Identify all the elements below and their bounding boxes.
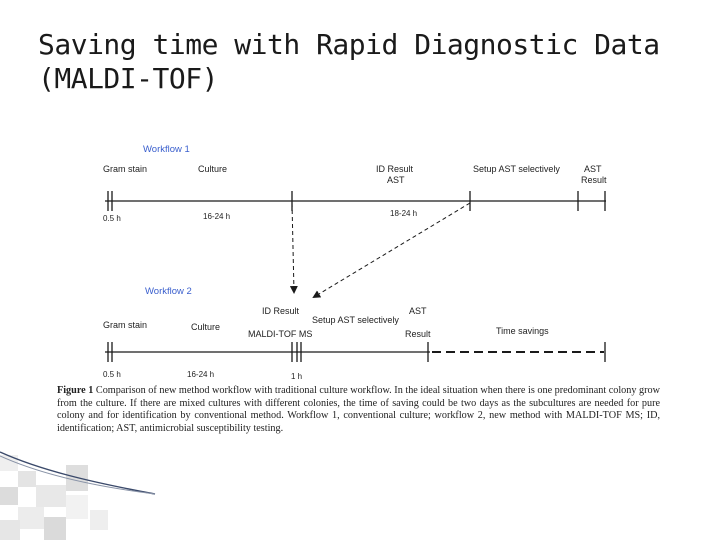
w1-result-label: Result — [581, 175, 607, 185]
corner-decoration — [0, 455, 130, 540]
w2-setup-ast-label: Setup AST selectively — [312, 315, 399, 325]
w2-result-label: Result — [405, 329, 431, 339]
w2-duration-culture: 16-24 h — [187, 370, 215, 379]
figure-caption-label: Figure 1 — [57, 385, 94, 396]
culture-to-id-connector — [292, 203, 294, 292]
figure-caption — [57, 385, 660, 435]
title-line-1: Saving time with Rapid Diagnostic Data — [38, 28, 660, 61]
w1-ast-sub-label: AST — [387, 175, 405, 185]
w2-gram-stain-label: Gram stain — [103, 320, 148, 330]
w1-duration-culture: 16-24 h — [203, 212, 231, 221]
w1-gram-stain-label: Gram stain — [103, 164, 148, 174]
figure-caption-text: Comparison of new method workflow with traditional culture workflow. In the ideal situation when there is one predominant colony grow from the culture. If there are mixed cultures with different colonies, the time of saving could be two days as the subcultures are needed for pure colony and for identification by conventional method. Workflow 1, conventional culture; workflow 2, new method with MALDI-TOF MS; ID, identification; AST, antimicrobial susceptibility testing. — [57, 385, 660, 434]
w1-ast-label: AST — [584, 164, 602, 174]
w2-id-result-label: ID Result — [262, 306, 300, 316]
w2-culture-label: Culture — [191, 322, 221, 332]
w2-maldi-label: MALDI-TOF MS — [248, 329, 313, 339]
w2-ast-label: AST — [409, 306, 427, 316]
workflow2-label: Workflow 2 — [145, 286, 192, 297]
w1-id-result-label: ID Result — [376, 164, 414, 174]
w2-duration-maldi: 1 h — [291, 372, 303, 381]
w1-duration-id: 18-24 h — [390, 209, 418, 218]
w2-time-savings-label: Time savings — [496, 326, 549, 336]
title-line-2: (MALDI-TOF) — [38, 62, 218, 95]
workflow1-label: Workflow 1 — [143, 144, 190, 155]
w1-duration-gram: 0.5 h — [103, 214, 121, 223]
w1-culture-label: Culture — [198, 164, 228, 174]
w1-setup-ast-label: Setup AST selectively — [473, 164, 560, 174]
w2-duration-gram: 0.5 h — [103, 370, 121, 379]
